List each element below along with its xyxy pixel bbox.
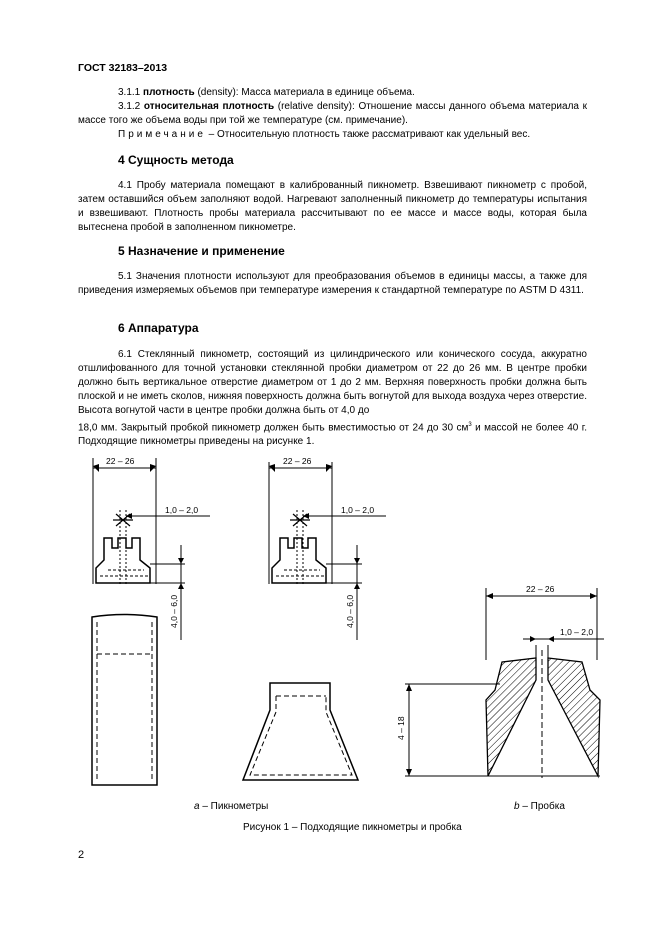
definition-term: относительная плотность bbox=[143, 101, 275, 112]
figure-label-a bbox=[194, 801, 268, 812]
label-text: – Пробка bbox=[519, 801, 565, 812]
figure-caption: Рисунок 1 – Подходящие пикнометры и пробка bbox=[243, 822, 462, 833]
stopper-sketch-1 bbox=[93, 458, 210, 640]
dim-hole-label-2: 1,0 – 2,0 bbox=[341, 505, 375, 515]
section-6-paragraph: 6.1 Стеклянный пикнометр, состоящий из цилиндрического или конического сосуда, аккуратно отшлифованного для точной установки стеклянной пробки диаметром от 22 до 26 мм. В центре пробки должно быть вертикальное отверстие диаметром от 1 до 2 мм. Верхняя поверхность пробки должна быть плоской и не иметь сколов, нижняя поверхность должна быть вогнутой для выхода воздуха через отверстие. Высота вогнутой части в центре пробки должна быть от 4,0 до bbox=[78, 349, 587, 416]
note-text: – Относительную плотность также рассматривают как удельный вес. bbox=[205, 129, 531, 140]
dim-width-label-1: 22 – 26 bbox=[106, 456, 135, 466]
label-letter: b bbox=[514, 801, 520, 812]
dim-hole-label-3: 1,0 – 2,0 bbox=[560, 627, 594, 637]
definition-number: 3.1.2 bbox=[118, 101, 141, 112]
note-label: Примечание bbox=[118, 129, 206, 140]
label-letter: a bbox=[194, 801, 200, 812]
standard-header: ГОСТ 32183–2013 bbox=[78, 62, 168, 74]
stopper-sketch-2 bbox=[269, 462, 386, 640]
dim-height-label-2: 4,0 – 6,0 bbox=[345, 594, 355, 628]
definition-text: (density): Масса материала в единице объема. bbox=[194, 87, 415, 98]
definition-term: плотность bbox=[143, 87, 195, 98]
stopper-cross-section bbox=[405, 588, 604, 778]
definition-text: (relative density): Отношение массы данного объема материала к массе того же объема воды при той же температуре (см. примечание). bbox=[78, 101, 588, 126]
dim-width-label-3: 22 – 26 bbox=[526, 584, 555, 594]
figure-label-b bbox=[514, 801, 565, 812]
section-6-heading: 6 Аппаратура bbox=[118, 321, 199, 335]
dim-height-label-1: 4,0 – 6,0 bbox=[169, 594, 179, 628]
cylindrical-pycnometer bbox=[92, 615, 157, 786]
section-6-text: 18,0 мм. Закрытый пробкой пикнометр должен быть вместимостью от 24 до 30 см bbox=[78, 422, 469, 434]
definition-number: 3.1.1 bbox=[118, 87, 141, 98]
section-6-text: и массой не более 40 г. Подходящие пикнометры приведены на рисунке 1. bbox=[78, 422, 587, 448]
conical-pycnometer bbox=[243, 683, 358, 780]
section-5-heading: 5 Назначение и применение bbox=[118, 244, 285, 258]
label-text: – Пикнометры bbox=[199, 801, 269, 812]
section-5-paragraph: 5.1 Значения плотности используют для преобразования объемов в единицы массы, а также для приведения измеряемых объемов при температуре измерения к стандартной температуре по ASTM D 4311. bbox=[78, 271, 587, 296]
dim-hole-label-1: 1,0 – 2,0 bbox=[165, 505, 199, 515]
section-4-heading: 4 Сущность метода bbox=[118, 153, 234, 167]
page-number: 2 bbox=[78, 849, 85, 861]
superscript: 3 bbox=[468, 422, 472, 428]
section-4-paragraph: 4.1 Пробу материала помещают в калиброванный пикнометр. Взвешивают пикнометр с пробой, затем оставшийся объем заполняют водой. Нагревают заполненный пикнометр до температуры испытания и взвешивают. Плотность пробы материала рассчитывают по ее массе и массе воды, которая была вытеснена пробой в заполненном пикнометре. bbox=[78, 180, 587, 233]
dim-height-label-3: 4 – 18 bbox=[396, 716, 406, 740]
dim-width-label-2: 22 – 26 bbox=[283, 456, 312, 466]
